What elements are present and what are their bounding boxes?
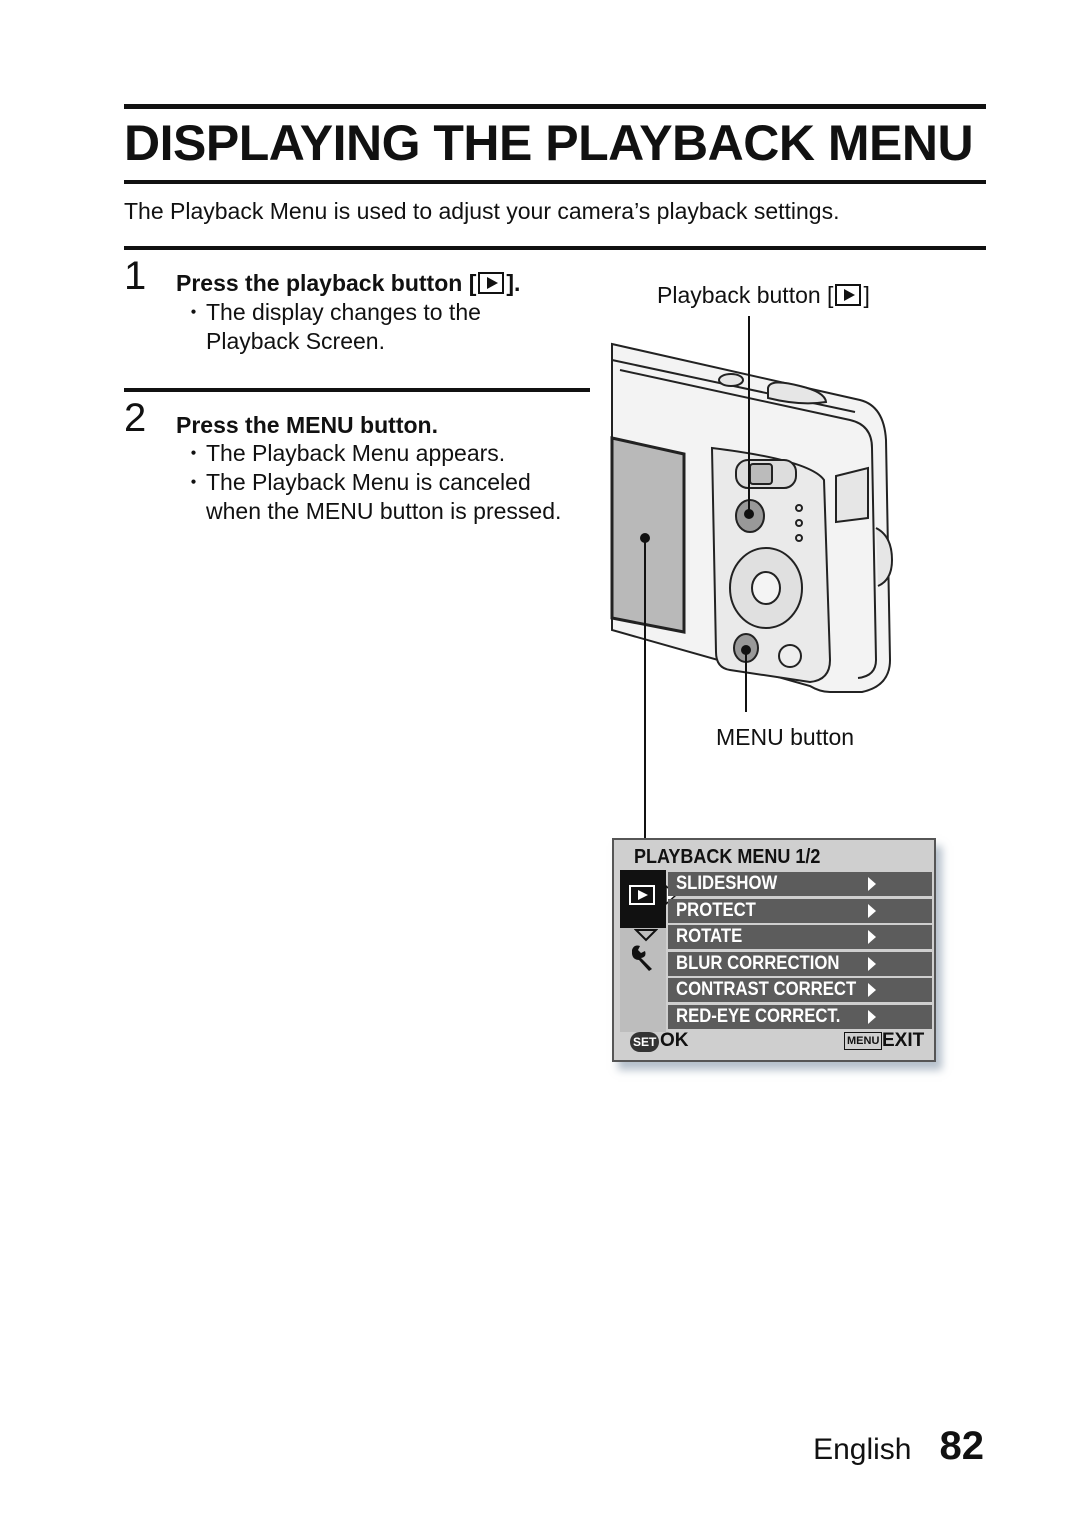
bullet-glyph: ・ [182, 469, 205, 495]
menu-item-blur-correction[interactable] [668, 952, 932, 976]
step-1-bullets [176, 298, 536, 356]
step-2-bullet-1: The Playback Menu appears. [206, 440, 506, 466]
step-2-rule [124, 388, 590, 392]
menu-items [668, 872, 932, 1032]
step-1-heading-suffix: ]. [506, 270, 521, 296]
menu-item-contrast-correct[interactable] [668, 978, 932, 1002]
menu-item-label: PROTECT [676, 899, 756, 921]
wrench-icon[interactable] [628, 942, 658, 972]
menu-item-label: RED-EYE CORRECT. [676, 1005, 841, 1027]
exit-label[interactable]: EXIT [882, 1030, 925, 1051]
step-2-bullets [176, 439, 576, 526]
menu-tab-playback[interactable] [620, 870, 666, 928]
menu-item-rotate[interactable] [668, 925, 932, 949]
menu-title: PLAYBACK MENU 1/2 [634, 846, 821, 868]
steps-top-rule [124, 246, 986, 250]
set-icon: SET [630, 1032, 659, 1052]
menu-item-label: CONTRAST CORRECT [676, 979, 857, 1001]
bullet-glyph: ・ [182, 299, 205, 325]
chevron-right-icon [868, 1010, 876, 1024]
menu-item-slideshow[interactable] [668, 872, 932, 896]
playback-icon [835, 284, 861, 306]
playback-button-label-suffix: ] [863, 282, 870, 308]
page-number: 82 [939, 1424, 984, 1468]
step-1-bullet-1: The display changes to the Playback Screen. [206, 299, 481, 354]
chevron-right-icon [868, 930, 876, 944]
step-1-number: 1 [124, 254, 147, 298]
page-footer [813, 1424, 984, 1469]
menu-item-label: ROTATE [676, 926, 743, 948]
menu-item-label: BLUR CORRECTION [676, 952, 840, 974]
bullet-glyph: ・ [182, 440, 205, 466]
chevron-down-icon [634, 928, 658, 942]
chevron-right-icon [868, 957, 876, 971]
chevron-right-icon [868, 904, 876, 918]
title-top-rule [124, 104, 986, 109]
title-bottom-rule [124, 180, 986, 184]
ok-label[interactable]: OK [660, 1030, 689, 1051]
menu-icon: MENU [844, 1032, 882, 1050]
playback-button-label-prefix: Playback button [ [657, 282, 834, 308]
chevron-right-icon [868, 983, 876, 997]
menu-item-red-eye-correct[interactable] [668, 1005, 932, 1029]
step-1-heading-prefix: Press the playback button [ [176, 270, 477, 296]
playback-icon [620, 870, 666, 928]
footer-language: English [813, 1433, 912, 1466]
step-1-heading [176, 268, 520, 298]
menu-footer [614, 1030, 934, 1056]
step-2-heading: Press the MENU button. [176, 412, 438, 438]
menu-item-label: SLIDESHOW [676, 873, 778, 894]
playback-icon [478, 272, 504, 294]
menu-button-label: MENU button [716, 724, 855, 750]
list-item [176, 439, 576, 468]
chevron-right-icon [868, 877, 876, 891]
playback-menu-screen [612, 838, 936, 1062]
step-2-bullet-2: The Playback Menu is canceled when the MENU button is pressed. [206, 469, 562, 524]
page-title: DISPLAYING THE PLAYBACK MENU [124, 115, 974, 171]
leader-lines [600, 300, 800, 860]
menu-item-protect[interactable] [668, 899, 932, 923]
intro-text: The Playback Menu is used to adjust your camera’s playback settings. [124, 198, 840, 224]
list-item [176, 298, 536, 356]
step-2-number: 2 [124, 396, 147, 440]
list-item [176, 468, 576, 526]
